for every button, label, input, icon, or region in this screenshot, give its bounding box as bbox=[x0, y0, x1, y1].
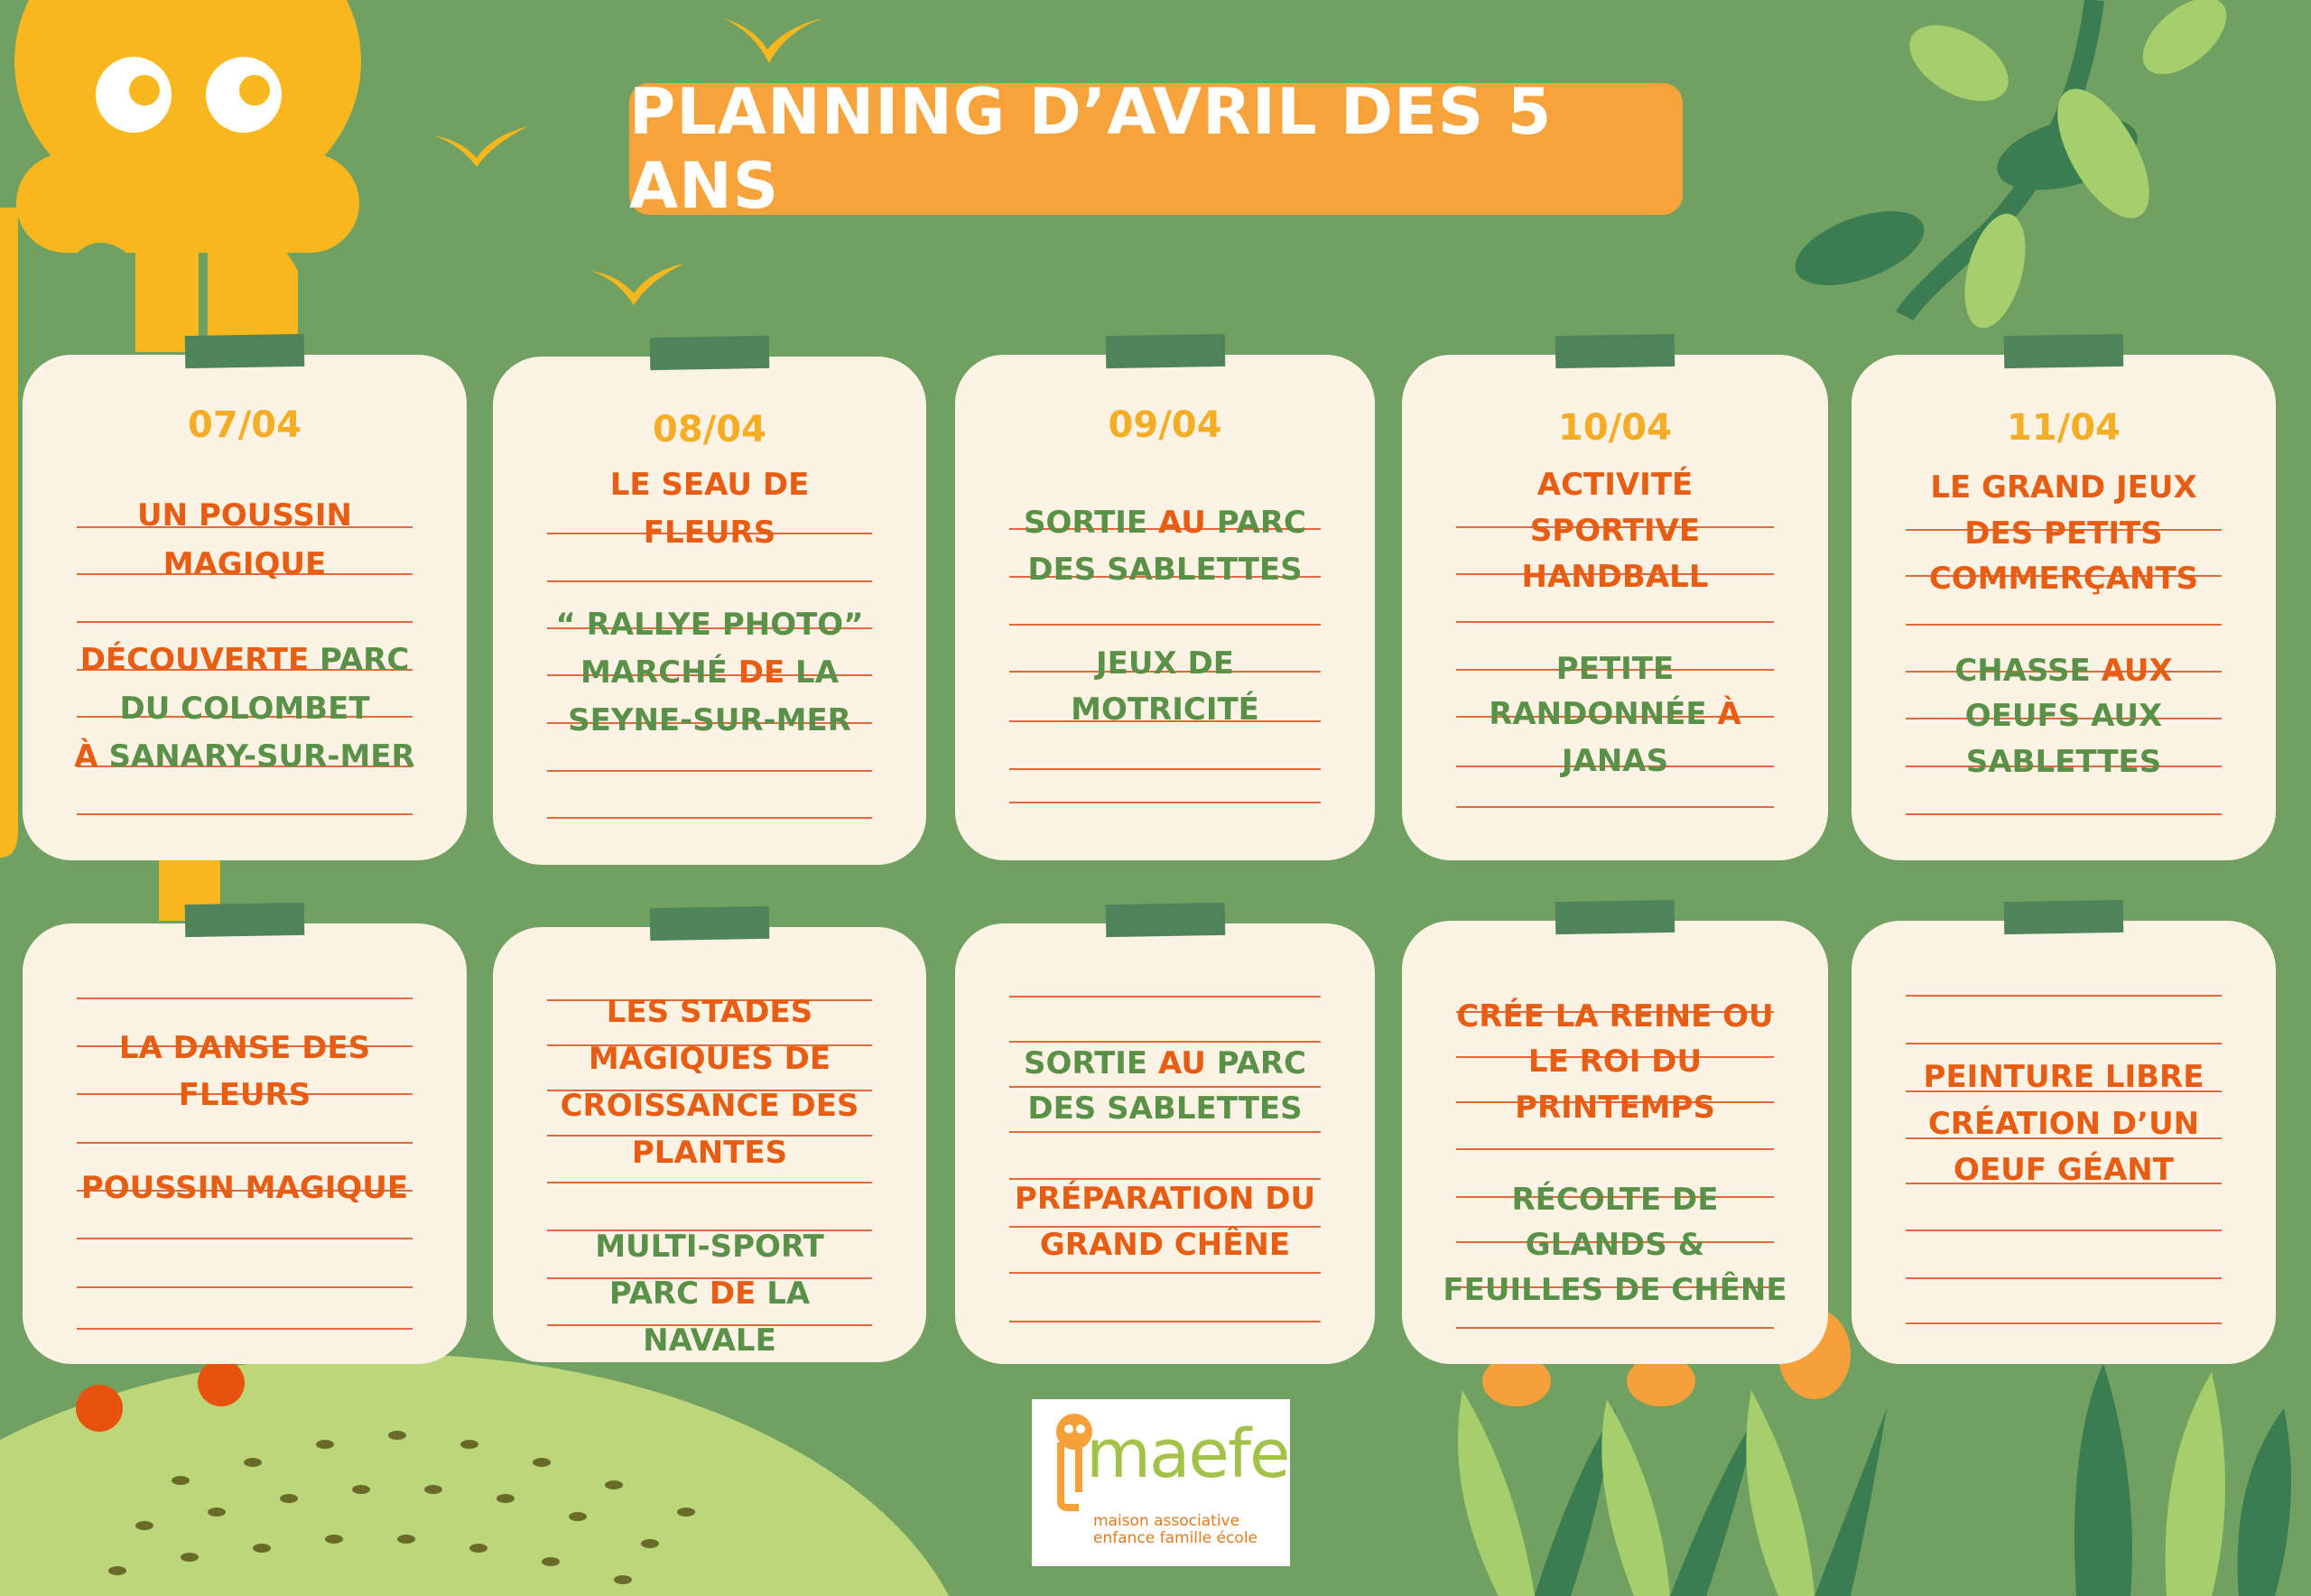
activity-text: LE ROI DU bbox=[1527, 1044, 1703, 1080]
activity-line bbox=[1866, 1106, 2261, 1142]
activity-text: LA bbox=[784, 654, 840, 691]
rule-line bbox=[77, 1328, 413, 1330]
activity-text: POUSSIN MAGIQUE bbox=[80, 1170, 409, 1206]
tape-strip bbox=[1555, 334, 1675, 368]
afternoon-activity-line bbox=[1416, 743, 1814, 779]
activity-text: PETITE bbox=[1555, 651, 1675, 687]
activity-text: FLEURS bbox=[643, 515, 776, 551]
morning-activity-line bbox=[507, 467, 912, 503]
activity-text: HANDBALL bbox=[1521, 559, 1709, 595]
afternoon-activity-line bbox=[37, 738, 452, 775]
activity-text: LE SEAU DE bbox=[609, 467, 810, 503]
activity-text: “ RALLYE PHOTO” bbox=[555, 607, 864, 643]
afternoon-activity-line bbox=[1416, 696, 1814, 732]
rule-line bbox=[1456, 806, 1774, 808]
afternoon-activity-line bbox=[1866, 698, 2261, 734]
rule-line bbox=[1456, 1148, 1774, 1150]
day-date: 07/04 bbox=[188, 404, 302, 446]
rule-line bbox=[1906, 1229, 2222, 1231]
rule-line bbox=[1009, 1131, 1321, 1133]
activity-text: MAGIQUE bbox=[162, 546, 327, 582]
activity-text: DES SABLETTES bbox=[1027, 552, 1303, 588]
week2-card-4 bbox=[1402, 921, 1828, 1364]
rule-line bbox=[1456, 621, 1774, 623]
afternoon-activity-line bbox=[37, 691, 452, 727]
rule-line bbox=[1009, 1321, 1321, 1322]
afternoon-activity-line bbox=[1866, 744, 2261, 780]
day-card-1 bbox=[23, 355, 467, 860]
day-date: 08/04 bbox=[653, 409, 766, 450]
rule-line bbox=[1009, 624, 1321, 626]
morning-activity-line bbox=[1416, 513, 1814, 549]
activity-text: RÉCOLTE DE bbox=[1511, 1182, 1719, 1218]
activity-text: DES PETITS bbox=[1964, 515, 2163, 552]
morning-activity-line bbox=[1416, 559, 1814, 595]
activity-text: DE bbox=[709, 1276, 756, 1312]
rule-line bbox=[77, 1142, 413, 1144]
activity-text: PARC bbox=[309, 642, 410, 678]
rule-line bbox=[1009, 1041, 1321, 1043]
activity-text: ACTIVITÉ bbox=[1536, 467, 1694, 503]
tape-strip bbox=[2004, 900, 2124, 934]
afternoon-activity-line bbox=[507, 702, 912, 738]
activity-text: MULTI-SPORT bbox=[595, 1229, 824, 1265]
rule-line bbox=[1906, 995, 2222, 997]
day-card-4 bbox=[1402, 355, 1828, 860]
activity-line bbox=[507, 1276, 912, 1312]
morning-activity-line bbox=[970, 552, 1360, 588]
tape-strip bbox=[2004, 334, 2124, 368]
activity-line bbox=[1416, 1272, 1814, 1308]
activity-line bbox=[970, 1045, 1360, 1081]
maefe-logo bbox=[1032, 1399, 1290, 1566]
activity-line bbox=[1866, 1152, 2261, 1188]
day-date: 10/04 bbox=[1558, 407, 1672, 449]
rule-line bbox=[547, 770, 872, 772]
activity-text: UN POUSSIN bbox=[137, 497, 352, 534]
activity-text: SEYNE-SUR-MER bbox=[568, 702, 851, 738]
rule-line bbox=[1009, 1178, 1321, 1180]
week2-card-1 bbox=[23, 923, 467, 1364]
activity-line bbox=[507, 1041, 912, 1077]
activity-line bbox=[507, 994, 912, 1030]
activity-text: MARCHÉ bbox=[580, 654, 738, 691]
rule-line bbox=[1906, 1322, 2222, 1324]
activity-line bbox=[507, 1088, 912, 1124]
day-date: 09/04 bbox=[1108, 404, 1222, 446]
activity-line bbox=[1416, 998, 1814, 1035]
morning-activity-line bbox=[1866, 561, 2261, 597]
activity-text: OEUFS AUX bbox=[1964, 698, 2163, 734]
afternoon-activity-line bbox=[1866, 653, 2261, 689]
activity-text: COMMERÇANTS bbox=[1928, 561, 2199, 597]
page-title: PLANNING D’AVRIL DES 5 ANS bbox=[629, 75, 1553, 223]
day-card-2 bbox=[493, 357, 926, 865]
activity-text: CRÉATION D’UN bbox=[1927, 1106, 2200, 1142]
rule-line bbox=[77, 998, 413, 999]
activity-text: À bbox=[74, 738, 109, 775]
activity-text: SPORTIVE bbox=[1529, 513, 1701, 549]
activity-text: PLANTES bbox=[631, 1135, 788, 1171]
rule-line bbox=[1906, 624, 2222, 626]
rule-line bbox=[77, 1238, 413, 1239]
activity-line bbox=[507, 1229, 912, 1265]
activity-line bbox=[1416, 1227, 1814, 1263]
week2-card-3 bbox=[955, 923, 1375, 1364]
activity-text: PRINTEMPS bbox=[1515, 1090, 1715, 1126]
morning-activity-line bbox=[970, 505, 1360, 541]
title-banner bbox=[629, 75, 1683, 223]
rule-line bbox=[1906, 1043, 2222, 1044]
rule-line bbox=[1009, 802, 1321, 803]
activity-text: SORTIE bbox=[1024, 505, 1158, 541]
rule-line bbox=[547, 817, 872, 819]
logo-subtitle bbox=[1093, 1513, 1258, 1547]
morning-activity-line bbox=[1416, 467, 1814, 503]
activity-text: DÉCOUVERTE bbox=[79, 642, 310, 678]
activity-line bbox=[507, 1322, 912, 1359]
hill-illustration bbox=[0, 1354, 975, 1596]
rule-line bbox=[77, 1286, 413, 1288]
week2-card-2 bbox=[493, 927, 926, 1362]
activity-line bbox=[970, 1181, 1360, 1217]
activity-text: PARC bbox=[1205, 505, 1306, 541]
afternoon-activity-line bbox=[507, 607, 912, 643]
afternoon-activity-line bbox=[507, 654, 912, 691]
activity-text: CROISSANCE DES bbox=[560, 1088, 859, 1124]
tape-strip bbox=[185, 334, 305, 368]
activity-text: DE bbox=[738, 654, 785, 691]
rule-line bbox=[1009, 768, 1321, 770]
rule-line bbox=[1906, 813, 2222, 815]
activity-text: GRAND CHÊNE bbox=[1039, 1227, 1291, 1263]
rule-line bbox=[1009, 1086, 1321, 1088]
activity-text: SORTIE bbox=[1024, 1045, 1158, 1081]
activity-text: PRÉPARATION DU bbox=[1014, 1181, 1316, 1217]
day-card-3 bbox=[955, 355, 1375, 860]
logo-subtitle-line-2: enfance famille école bbox=[1093, 1529, 1258, 1547]
activity-text: AUX bbox=[2101, 653, 2173, 689]
activity-text: OEUF GÉANT bbox=[1954, 1152, 2174, 1188]
branch-illustration bbox=[1786, 0, 2241, 335]
activity-text: PEINTURE LIBRE bbox=[1923, 1059, 2204, 1095]
afternoon-activity-line bbox=[37, 642, 452, 678]
tape-strip bbox=[1105, 903, 1225, 937]
activity-text: À bbox=[1717, 696, 1741, 732]
activity-text: MAGIQUES DE bbox=[588, 1041, 831, 1077]
activity-text: SANARY-SUR-MER bbox=[108, 738, 415, 775]
activity-line bbox=[37, 1077, 452, 1113]
afternoon-activity-line bbox=[970, 691, 1360, 728]
activity-text: PARC bbox=[608, 1276, 710, 1312]
rule-line bbox=[547, 580, 872, 582]
activity-text: LE GRAND JEUX bbox=[1930, 469, 2197, 506]
rule-line bbox=[1009, 996, 1321, 998]
logo-subtitle-line-1: maison associative bbox=[1093, 1512, 1240, 1530]
activity-text: GLANDS & bbox=[1525, 1227, 1705, 1263]
afternoon-activity-line bbox=[1416, 651, 1814, 687]
activity-line bbox=[970, 1227, 1360, 1263]
day-date: 11/04 bbox=[2007, 407, 2121, 449]
seaweed-illustration bbox=[2074, 1363, 2291, 1596]
rule-line bbox=[1906, 1277, 2222, 1279]
activity-line bbox=[37, 1170, 452, 1206]
activity-line bbox=[507, 1135, 912, 1171]
activity-text: CRÉE LA REINE OU bbox=[1456, 998, 1774, 1035]
week2-card-5 bbox=[1852, 921, 2276, 1364]
activity-line bbox=[1416, 1090, 1814, 1126]
activity-text: JEUX DE bbox=[1096, 645, 1234, 682]
rule-line bbox=[547, 1182, 872, 1183]
morning-activity-line bbox=[507, 515, 912, 551]
activity-text: DU COLOMBET bbox=[119, 691, 370, 727]
rule-line bbox=[1009, 1272, 1321, 1274]
activity-text: RANDONNÉE bbox=[1489, 696, 1718, 732]
morning-activity-line bbox=[1866, 469, 2261, 506]
activity-line bbox=[1416, 1044, 1814, 1080]
activity-text: LES STADES bbox=[606, 994, 813, 1030]
activity-text: NAVALE bbox=[643, 1322, 776, 1359]
tape-strip bbox=[1105, 334, 1225, 368]
activity-text: AU bbox=[1157, 1045, 1206, 1081]
tape-strip bbox=[650, 336, 770, 370]
morning-activity-line bbox=[37, 497, 452, 534]
activity-text: MOTRICITÉ bbox=[1071, 691, 1259, 728]
activity-text: FLEURS bbox=[178, 1077, 311, 1113]
afternoon-activity-line bbox=[970, 645, 1360, 682]
activity-text: DES SABLETTES bbox=[1027, 1090, 1303, 1127]
activity-line bbox=[37, 1030, 452, 1066]
rule-line bbox=[1456, 1327, 1774, 1329]
morning-activity-line bbox=[1866, 515, 2261, 552]
activity-text: SABLETTES bbox=[1965, 744, 2162, 780]
activity-text: LA DANSE DES bbox=[118, 1030, 371, 1066]
logo-wordmark: maefe bbox=[1086, 1415, 1289, 1493]
tape-strip bbox=[1555, 900, 1675, 934]
activity-text: CHASSE bbox=[1954, 653, 2102, 689]
activity-line bbox=[970, 1090, 1360, 1127]
activity-text: LA bbox=[756, 1276, 811, 1312]
activity-line bbox=[1866, 1059, 2261, 1095]
rule-line bbox=[77, 813, 413, 815]
tape-strip bbox=[185, 903, 305, 937]
tape-strip bbox=[650, 906, 770, 941]
activity-text: FEUILLES DE CHÊNE bbox=[1443, 1272, 1787, 1308]
activity-text: JANAS bbox=[1561, 743, 1669, 779]
activity-text: PARC bbox=[1205, 1045, 1306, 1081]
day-card-5 bbox=[1852, 355, 2276, 860]
activity-line bbox=[1416, 1182, 1814, 1218]
morning-activity-line bbox=[37, 546, 452, 582]
rule-line bbox=[77, 621, 413, 623]
activity-text: AU bbox=[1157, 505, 1206, 541]
